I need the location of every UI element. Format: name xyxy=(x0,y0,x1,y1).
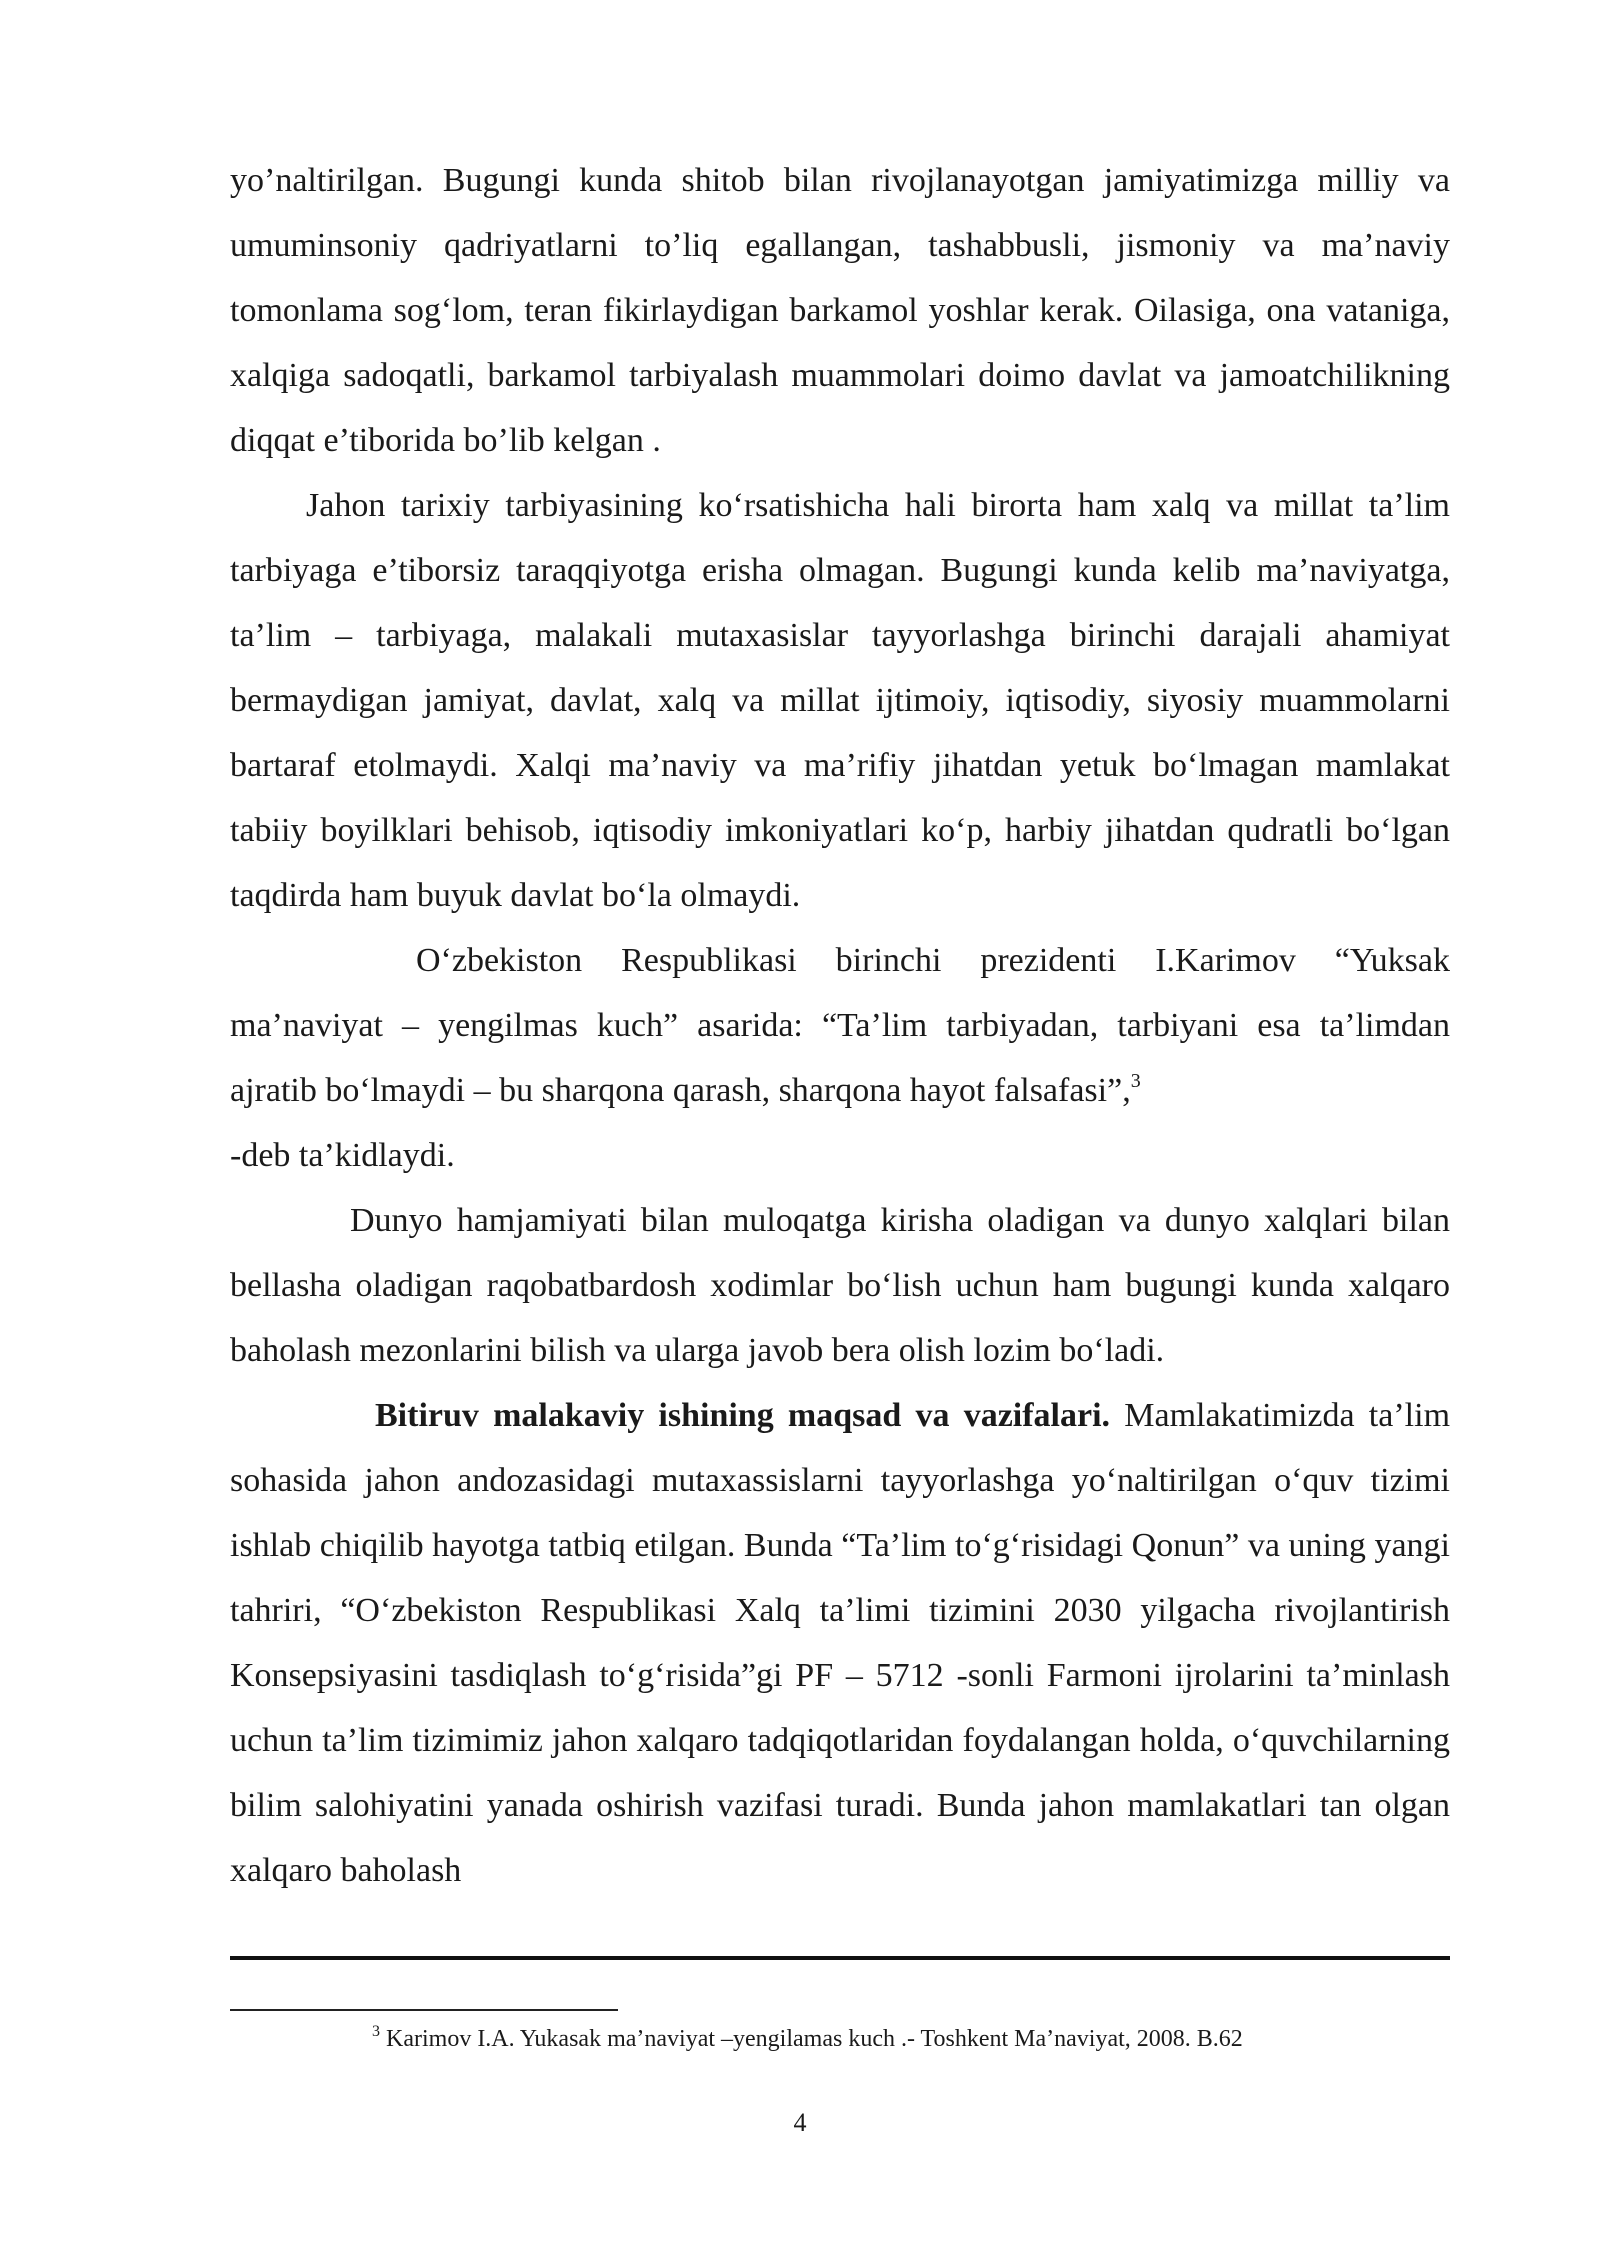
text-underline-rule xyxy=(230,1956,1450,1960)
paragraph-section xyxy=(230,1383,1450,1903)
page-number: 4 xyxy=(793,2108,807,2137)
footnote-text: Karimov I.A. Yukasak ma’naviyat –yengilamas kuch .- Toshkent Ma’naviyat, 2008. B.62 xyxy=(380,2026,1243,2052)
footnote-number: 3 xyxy=(372,2023,380,2040)
document-body xyxy=(230,148,1450,1903)
footnote-separator xyxy=(230,2009,618,2011)
paragraph-history: Jahon tarixiy tarbiyasining ko‘rsatishicha hali birorta ham xalq va millat ta’lim tarbiyaga e’tiborsiz taraqqiyotga erisha olmagan. Bugungi kunda kelib ma’naviyatga, ta’lim – tarbiyaga, malakali mutaxasislar tayyorlashga birinchi darajali ahamiyat bermaydigan jamiyat, davlat, xalq va millat ijtimoiy, iqtisodiy, siyosiy muammolarni bartaraf etolmaydi. Xalqi ma’naviy va ma’rifiy jihatdan yetuk bo‘lmagan mamlakat tabiiy boyilklari behisob, iqtisodiy imkoniyatlari ko‘p, harbiy jihatdan qudratli bo‘lgan taqdirda ham buyuk davlat bo‘la olmaydi. xyxy=(230,487,1450,914)
footnote xyxy=(372,2022,1243,2056)
paragraph-quote-end: -deb ta’kidlaydi. xyxy=(230,1137,455,1174)
paragraph-quote xyxy=(230,928,1450,1123)
paragraph-intro: yo’naltirilgan. Bugungi kunda shitob bilan rivojlanayotgan jamiyatimizga milliy va umuminsoniy qadriyatlarni to’liq egallangan, tashabbusli, jismoniy va ma’naviy tomonlama sog‘lom, teran fikirlaydigan barkamol yoshlar kerak. Oilasiga, ona vataniga, xalqiga sadoqatli, barkamol tarbiyalash muammolari doimo davlat va jamoatchilikning diqqat e’tiborida bo’lib kelgan . xyxy=(230,162,1450,459)
section-heading: Bitiruv malakaviy ishining maqsad va vazifalari. xyxy=(375,1397,1111,1434)
quote-text: O‘zbekiston Respublikasi birinchi prezidenti I.Karimov “Yuksak ma’naviyat – yengilmas kuch” asarida: “Ta’lim tarbiyadan, tarbiyani esa ta’limdan ajratib bo‘lmaydi – bu sharqona qarash, sharqona hayot falsafasi”, xyxy=(230,942,1450,1109)
paragraph-world: Dunyo hamjamiyati bilan muloqatga kirisha oladigan va dunyo xalqlari bilan bellasha oladigan raqobatbardosh xodimlar bo‘lish uchun ham bugungi kunda xalqaro baholash mezonlarini bilish va ularga javob bera olish lozim bo‘ladi. xyxy=(230,1202,1450,1369)
section-text: Mamlakatimizda ta’lim sohasida jahon andozasidagi mutaxassislarni tayyorlashga yo‘naltirilgan o‘quv tizimi ishlab chiqilib hayotga tatbiq etilgan. Bunda “Ta’lim to‘g‘risidagi Qonun” va uning yangi tahriri, “O‘zbekiston Respublikasi Xalq ta’limi tizimini 2030 yilgacha rivojlantirish Konsepsiyasini tasdiqlash to‘g‘risida”gi PF – 5712 -sonli Farmoni ijrolarini ta’minlash uchun ta’lim tizimimiz jahon xalqaro tadqiqotlaridan foydalangan holda, o‘quvchilarning bilim salohiyatini yanada oshirish vazifasi turadi. Bunda jahon mamlakatlari tan olgan xalqaro baholash xyxy=(230,1397,1451,1889)
footnote-reference[interactable]: 3 xyxy=(1130,1070,1141,1092)
